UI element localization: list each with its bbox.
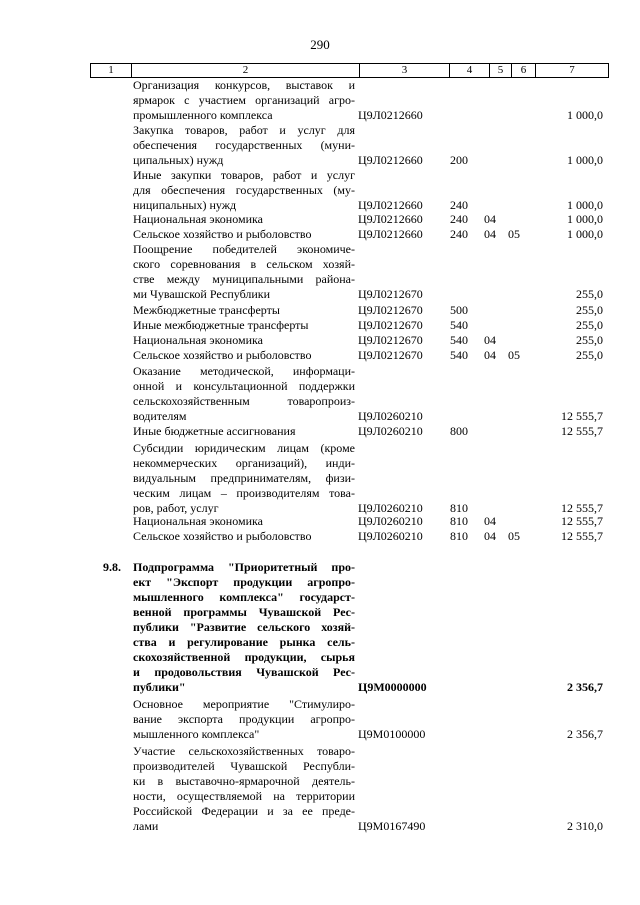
row-code: Ц9Л0260210 — [358, 424, 423, 438]
row-code: Ц9Л0212660 — [358, 153, 423, 167]
row-expense-type: 240 — [450, 227, 468, 241]
header-col-7: 7 — [535, 64, 608, 77]
row-name-line: сельскохозяйственным товаропроиз- — [133, 394, 355, 408]
row-amount: 12 555,7 — [561, 409, 603, 423]
row-name-line: публики "Развитие сельского хозяй- — [133, 620, 355, 634]
row-name-line: ярмарок с участием организаций агро- — [133, 93, 355, 107]
row-code: Ц9Л0260210 — [358, 529, 423, 543]
row-amount: 255,0 — [576, 287, 603, 301]
row-section: 04 — [484, 333, 496, 347]
row-expense-type: 240 — [450, 198, 468, 212]
row-name-line: ров, работ, услуг — [133, 501, 219, 515]
row-name-line: скохозяйственной продукции, сырья — [133, 650, 355, 664]
row-name-line: ческим лицам – производителям това- — [133, 486, 355, 500]
header-col-4: 4 — [449, 64, 489, 77]
row-name-line: Иные межбюджетные трансферты — [133, 318, 309, 332]
row-code: Ц9Л0212670 — [358, 333, 423, 347]
row-name-line: публики" — [133, 680, 186, 694]
row-expense-type: 500 — [450, 303, 468, 317]
header-col-3: 3 — [359, 64, 449, 77]
row-name-line: для обеспечения государственных (му- — [133, 183, 355, 197]
row-code: Ц9М0100000 — [358, 727, 426, 741]
row-name-line: Подпрограмма "Приоритетный про- — [133, 560, 355, 574]
row-amount: 1 000,0 — [567, 227, 603, 241]
row-name-line: мышленного комплекса" государст- — [133, 590, 355, 604]
row-amount: 12 555,7 — [561, 424, 603, 438]
row-name-line: Закупка товаров, работ и услуг для — [133, 123, 355, 137]
header-col-1: 1 — [108, 64, 114, 76]
row-name-line: Российской Федерации и за ее преде- — [133, 804, 355, 818]
row-name-line: ства и регулирование рынка сель- — [133, 635, 355, 649]
row-name-line: водителям — [133, 409, 187, 423]
row-expense-type: 540 — [450, 318, 468, 332]
row-code: Ц9Л0260210 — [358, 409, 423, 423]
row-number: 9.8. — [103, 560, 121, 574]
row-section: 04 — [484, 529, 496, 543]
row-amount: 12 555,7 — [561, 501, 603, 515]
row-amount: 12 555,7 — [561, 529, 603, 543]
row-name-line: Оказание методической, информаци- — [133, 364, 355, 378]
row-subsection: 05 — [508, 227, 520, 241]
row-amount: 1 000,0 — [567, 212, 603, 226]
row-name-line: и продовольствия Чувашской Рес- — [133, 665, 355, 679]
row-name-line: лами — [133, 819, 159, 833]
row-section: 04 — [484, 212, 496, 226]
row-code: Ц9М0000000 — [358, 680, 427, 694]
row-section: 04 — [484, 514, 496, 528]
row-name-line: ки в выставочно-ярмарочной деятель- — [133, 774, 355, 788]
row-name-line: Национальная экономика — [133, 212, 263, 226]
row-code: Ц9Л0212660 — [358, 108, 423, 122]
row-expense-type: 800 — [450, 424, 468, 438]
row-name-line: Иные закупки товаров, работ и услуг — [133, 168, 355, 182]
row-section: 04 — [484, 348, 496, 362]
row-code: Ц9Л0260210 — [358, 501, 423, 515]
row-amount: 255,0 — [576, 348, 603, 362]
row-name-line: Субсидии юридическим лицам (кроме — [133, 441, 355, 455]
row-amount: 12 555,7 — [561, 514, 603, 528]
row-amount: 2 310,0 — [567, 819, 603, 833]
row-name-line: Основное мероприятие "Стимулиро- — [133, 697, 355, 711]
row-code: Ц9Л0212670 — [358, 318, 423, 332]
row-name-line: ности, осуществляемой на территории — [133, 789, 355, 803]
row-expense-type: 810 — [450, 501, 468, 515]
row-expense-type: 240 — [450, 212, 468, 226]
row-expense-type: 810 — [450, 514, 468, 528]
row-name-line: вание экспорта продукции агропро- — [133, 712, 355, 726]
row-code: Ц9Л0212660 — [358, 198, 423, 212]
row-amount: 255,0 — [576, 318, 603, 332]
row-amount: 1 000,0 — [567, 153, 603, 167]
row-name-line: Поощрение победителей экономиче- — [133, 242, 355, 256]
row-name-line: Иные бюджетные ассигнования — [133, 424, 296, 438]
row-code: Ц9Л0212660 — [358, 227, 423, 241]
row-name-line: ципальных) нужд — [133, 153, 224, 167]
row-name-line: мышленного комплекса" — [133, 727, 260, 741]
row-name-line: Межбюджетные трансферты — [133, 303, 280, 317]
row-name-line: Сельское хозяйство и рыболовство — [133, 529, 312, 543]
row-amount: 2 356,7 — [567, 727, 603, 741]
row-name-line: ект "Экспорт продукции агропро- — [133, 575, 355, 589]
row-name-line: онной и консультационной поддержки — [133, 379, 355, 393]
row-name-line: некоммерческих организаций), инди- — [133, 456, 355, 470]
row-amount: 2 356,7 — [567, 680, 603, 694]
row-name-line: Национальная экономика — [133, 333, 263, 347]
row-name-line: видуальным предпринимателям, физи- — [133, 471, 355, 485]
row-expense-type: 540 — [450, 348, 468, 362]
row-name-line: производителей Чувашской Республи- — [133, 759, 355, 773]
header-col-6: 6 — [511, 64, 535, 77]
row-code: Ц9Л0212670 — [358, 348, 423, 362]
row-subsection: 05 — [508, 529, 520, 543]
row-code: Ц9Л0260210 — [358, 514, 423, 528]
row-name-line: ского соревнования в сельском хозяй- — [133, 257, 355, 271]
row-name-line: Сельское хозяйство и рыболовство — [133, 227, 312, 241]
row-name-line: Участие сельскохозяйственных товаро- — [133, 744, 355, 758]
header-col-5: 5 — [489, 64, 511, 77]
row-name-line: промышленного комплекса — [133, 108, 273, 122]
row-name-line: Организация конкурсов, выставок и — [133, 78, 355, 92]
row-name-line: венной программы Чувашской Рес- — [133, 605, 355, 619]
row-code: Ц9М0167490 — [358, 819, 426, 833]
row-name-line: ми Чувашской Республики — [133, 287, 271, 301]
row-section: 04 — [484, 227, 496, 241]
row-amount: 1 000,0 — [567, 198, 603, 212]
row-amount: 255,0 — [576, 333, 603, 347]
row-expense-type: 540 — [450, 333, 468, 347]
row-code: Ц9Л0212670 — [358, 303, 423, 317]
row-name-line: Национальная экономика — [133, 514, 263, 528]
row-name-line: Сельское хозяйство и рыболовство — [133, 348, 312, 362]
page-number: 290 — [310, 37, 330, 52]
row-code: Ц9Л0212660 — [358, 212, 423, 226]
row-amount: 255,0 — [576, 303, 603, 317]
row-code: Ц9Л0212670 — [358, 287, 423, 301]
row-expense-type: 810 — [450, 529, 468, 543]
row-name-line: ниципальных) нужд — [133, 198, 237, 212]
header-col-2: 2 — [131, 64, 359, 77]
row-name-line: обеспечения государственных (муни- — [133, 138, 355, 152]
row-subsection: 05 — [508, 348, 520, 362]
row-expense-type: 200 — [450, 153, 468, 167]
row-amount: 1 000,0 — [567, 108, 603, 122]
row-name-line: стве между муниципальными района- — [133, 272, 355, 286]
